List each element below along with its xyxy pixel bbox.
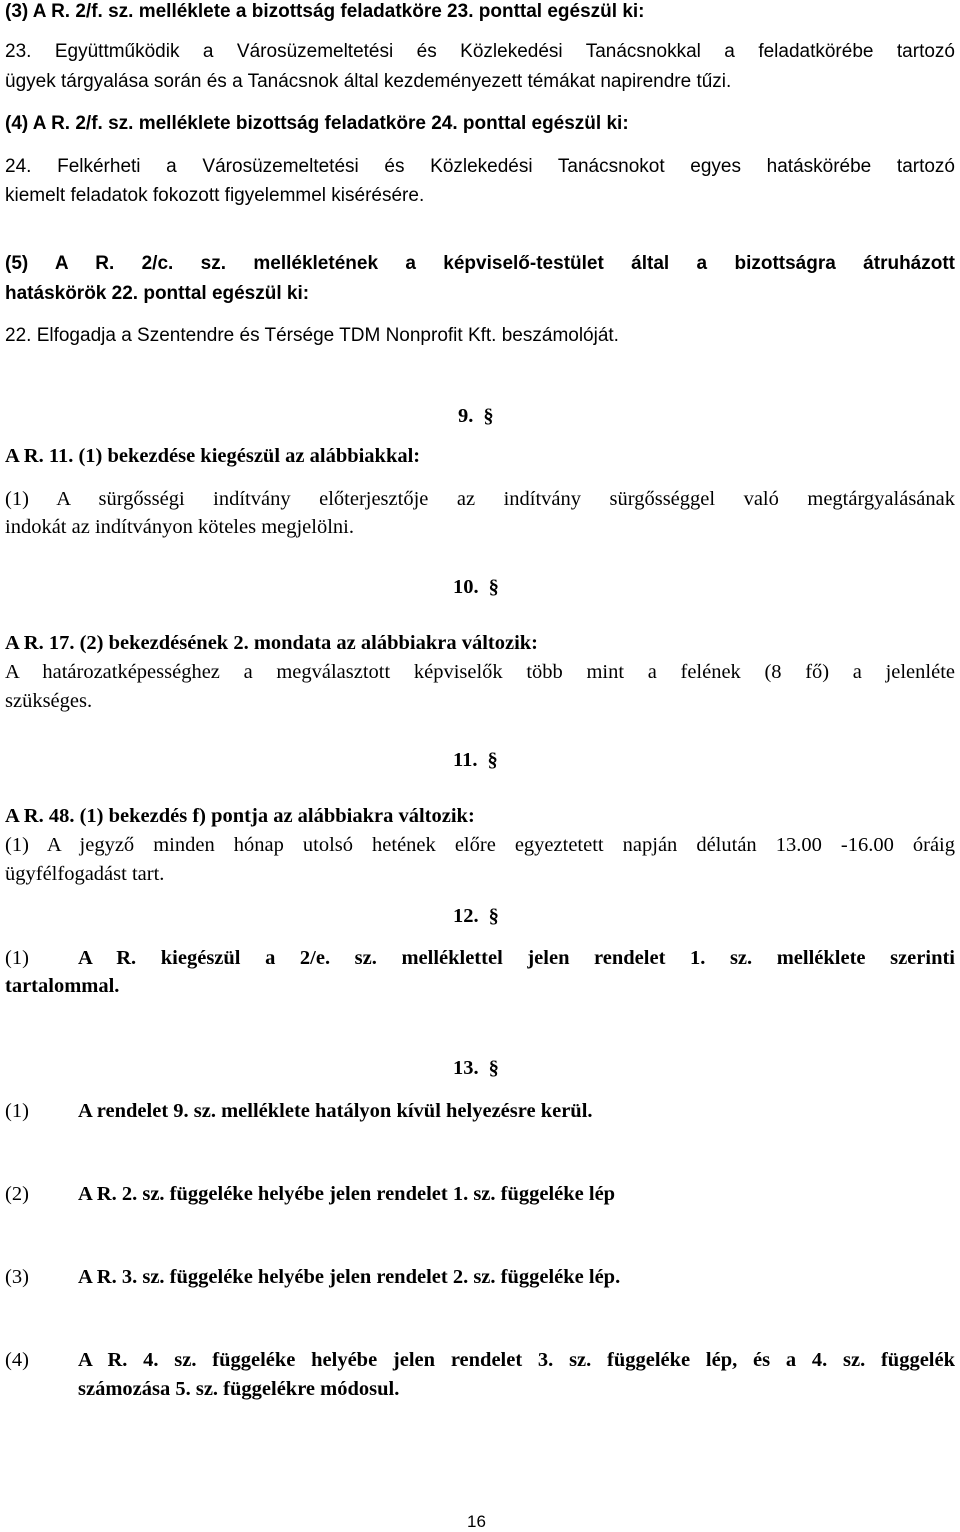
paragraph-sign-icon: § — [487, 749, 498, 771]
section-13-item-2-text: A R. 2. sz. függeléke helyébe jelen rendelet 1. sz. függeléke lép — [78, 1183, 616, 1205]
paragraph-sign-icon: § — [488, 905, 499, 927]
block5-heading-line2: hatáskörök 22. ponttal egészül ki: — [5, 283, 310, 304]
section-9-line1: (1) A sürgősségi indítvány előterjesztője az indítvány sürgősséggel való megtárgyalásának — [5, 488, 955, 510]
section-12-number-text: 12. — [453, 905, 479, 927]
block4-line2: kiemelt feladatok fokozott figyelemmel kisérésére. — [5, 185, 425, 206]
section-11-number-text: 11. — [453, 749, 478, 771]
block4-line1: 24. Felkérheti a Városüzemeltetési és Közlekedési Tanácsnokot egyes hatáskörébe tartozó — [5, 156, 955, 177]
section-10-heading: A R. 17. (2) bekezdésének 2. mondata az alábbiakra változik: — [5, 632, 538, 654]
section-12-item-line1: A R. kiegészül a 2/e. sz. melléklettel jelen rendelet 1. sz. melléklete szerinti — [78, 947, 955, 969]
paragraph-sign-icon: § — [483, 405, 494, 427]
section-9-line2: indokát az indítványon köteles megjelölni. — [5, 516, 354, 538]
section-12-item-number: (1) — [5, 947, 29, 969]
section-13-number — [453, 1057, 499, 1080]
section-11-heading: A R. 48. (1) bekezdés f) pontja az alábbiakra változik: — [5, 805, 475, 827]
block5-heading-line1: (5) A R. 2/c. sz. mellékletének a képviselő-testület által a bizottságra átruházott — [5, 253, 955, 274]
section-11-line2: ügyfélfogadást tart. — [5, 863, 165, 885]
section-13-item-4-line2: számozása 5. sz. függelékre módosul. — [78, 1378, 400, 1400]
section-11-number — [453, 749, 498, 772]
block5-line1: 22. Elfogadja a Szentendre és Térsége TDM Nonprofit Kft. beszámolóját. — [5, 325, 619, 346]
section-12-number — [453, 905, 499, 928]
section-11-line1: (1) A jegyző minden hónap utolsó hetének előre egyeztetett napján délután 13.00 -16.00 óráig — [5, 834, 955, 856]
page-number: 16 — [467, 1512, 486, 1531]
section-10-line1: A határozatképességhez a megválasztott képviselők több mint a felének (8 fő) a jelenléte — [5, 661, 955, 683]
block3-line2: ügyek tárgyalása során és a Tanácsnok által kezdeményezett témákat napirendre tűzi. — [5, 71, 732, 92]
section-12-item-line2: tartalommal. — [5, 975, 120, 997]
section-13-item-4-line1: A R. 4. sz. függeléke helyébe jelen rendelet 3. sz. függeléke lép, és a 4. sz. függelék — [78, 1349, 955, 1371]
section-9-number — [458, 405, 494, 428]
section-13-item-3-text: A R. 3. sz. függeléke helyébe jelen rendelet 2. sz. függeléke lép. — [78, 1266, 621, 1288]
section-10-line2: szükséges. — [5, 690, 93, 712]
block3-heading: (3) A R. 2/f. sz. melléklete a bizottság feladatköre 23. ponttal egészül ki: — [5, 1, 645, 22]
section-10-number — [453, 576, 499, 599]
paragraph-sign-icon: § — [488, 1057, 499, 1079]
section-9-heading: A R. 11. (1) bekezdése kiegészül az alábbiakkal: — [5, 445, 421, 467]
section-13-item-4-number: (4) — [5, 1349, 29, 1371]
section-9-number-text: 9. — [458, 405, 474, 427]
section-10-number-text: 10. — [453, 576, 479, 598]
section-13-item-1-text: A rendelet 9. sz. melléklete hatályon kívül helyezésre kerül. — [78, 1100, 593, 1122]
block4-heading: (4) A R. 2/f. sz. melléklete bizottság feladatköre 24. ponttal egészül ki: — [5, 113, 629, 134]
section-13-number-text: 13. — [453, 1057, 479, 1079]
block3-line1: 23. Együttműködik a Városüzemeltetési és Közlekedési Tanácsnokkal a feladatkörébe tartozó — [5, 41, 955, 62]
section-13-item-1-number: (1) — [5, 1100, 29, 1122]
paragraph-sign-icon: § — [488, 576, 499, 598]
section-13-item-2-number: (2) — [5, 1183, 29, 1205]
section-13-item-3-number: (3) — [5, 1266, 29, 1288]
